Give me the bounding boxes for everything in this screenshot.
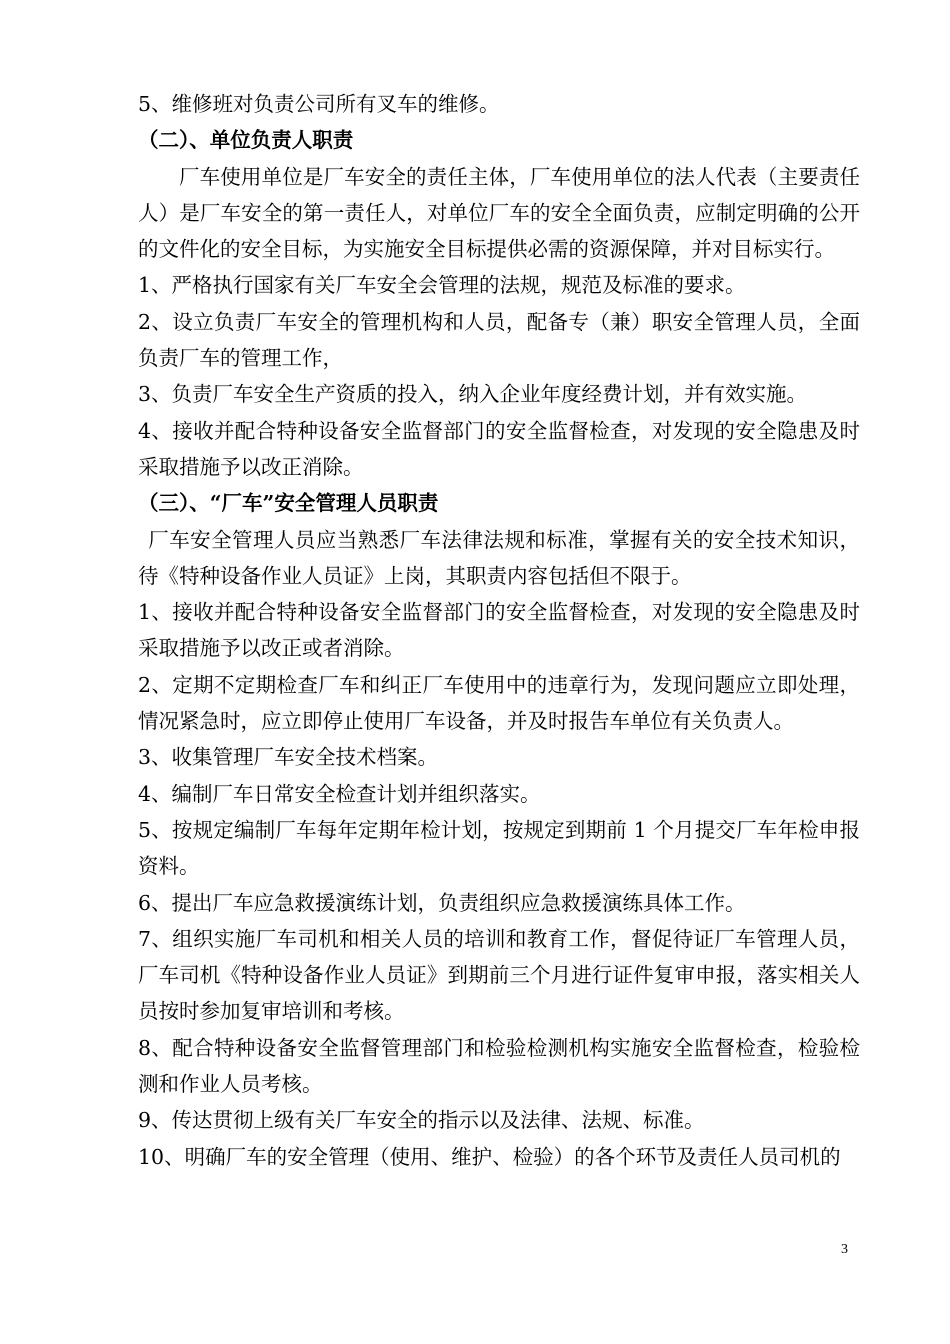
paragraph-item: 3、负责厂车安全生产资质的投入，纳入企业年度经费计划，并有效实施。 (138, 382, 808, 407)
page-number: 3 (841, 1242, 848, 1257)
paragraph-item: 1、严格执行国家有关厂车安全会管理的法规，规范及标准的要求。 (138, 273, 746, 298)
paragraph-item: 6、提出厂车应急救援演练计划，负责组织应急救援演练具体工作。 (138, 890, 746, 915)
paragraph-item: 9、传达贯彻上级有关厂车安全的指示以及法律、法规、标准。 (138, 1108, 705, 1133)
paragraph-item: 7、组织实施厂车司机和相关人员的培训和教育工作，督促待证厂车管理人员，厂车司机《特种设备作业人员证》到期前三个月进行证件复审申报，落实相关人员按时参加复审培训和考核。 (138, 926, 860, 1024)
document-body (138, 86, 860, 1175)
paragraph-item: 1、接收并配合特种设备安全监督部门的安全监督检查，对发现的安全隐患及时采取措施予以改正或者消除。 (138, 600, 860, 661)
paragraph-item: 10、明确厂车的安全管理（使用、维护、检验）的各个环节及责任人员司机的 (138, 1144, 841, 1169)
paragraph-item: 5、维修班对负责公司所有叉车的维修。 (138, 92, 500, 116)
section-heading: （三）、“厂车”安全管理人员职责 (138, 491, 439, 516)
paragraph-item: 4、编制厂车日常安全检查计划并组织落实。 (138, 781, 541, 806)
paragraph-body: 厂车使用单位是厂车安全的责任主体，厂车使用单位的法人代表（主要责任人）是厂车安全的第一责任人，对单位厂车的安全全面负责，应制定明确的公开的文件化的安全目标，为实施安全目标提供必需的资源保障，并对目标实行。 (138, 164, 860, 262)
paragraph-item: 4、接收并配合特种设备安全监督部门的安全监督检查，对发现的安全隐患及时采取措施予以改正消除。 (138, 418, 860, 479)
section-heading: （二）、单位负责人职责 (138, 128, 354, 153)
paragraph-item: 2、设立负责厂车安全的管理机构和人员，配备专（兼）职安全管理人员，全面负责厂车的管理工作， (138, 309, 860, 371)
paragraph-item: 2、定期不定期检查厂车和纠正厂车使用中的违章行为，发现问题应立即处理，情况紧急时，应立即停止使用厂车设备，并及时报告车单位有关负责人。 (138, 672, 860, 734)
paragraph-item: 3、收集管理厂车安全技术档案。 (138, 745, 439, 770)
paragraph-item: 5、按规定编制厂车每年定期年检计划，按规定到期前 1 个月提交厂车年检申报资料。 (138, 817, 860, 879)
paragraph-body: 厂车安全管理人员应当熟悉厂车法律法规和标准，掌握有关的安全技术知识，待《特种设备作业人员证》上岗，其职责内容包括但不限于。 (138, 527, 860, 588)
paragraph-item: 8、配合特种设备安全监督管理部门和检验检测机构实施安全监督检查，检验检测和作业人员考核。 (138, 1035, 860, 1097)
